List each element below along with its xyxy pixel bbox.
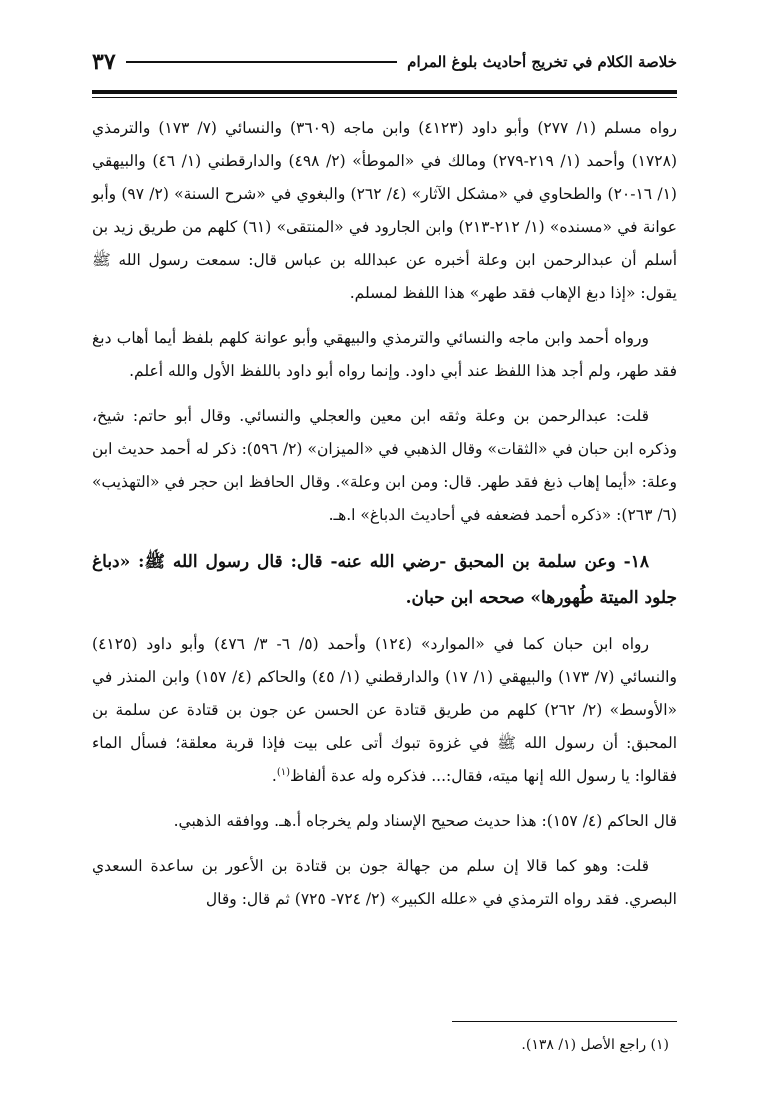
footnote: (١) راجع الأصل (١/ ١٣٨). [521, 1037, 669, 1053]
page-number: ٣٧ [92, 49, 116, 75]
paragraph-comment-2: قلت: وهو كما قالا إن سلم من جهالة جون بن قتادة بن الأعور بن ساعدة السعدي البصري. فقد رواه الترمذي في «علله الكبير» (٢/ ٧٢٤- ٧٢٥) ثم قال: وقال [92, 857, 677, 908]
paragraph-comment-1: قلت: عبدالرحمن بن وعلة وثقه ابن معين والعجلي والنسائي. وقال أبو حاتم: شيخ، وذكره ابن حبان في «الثقات» وقال الذهبي في «الميزان» (٢/ ٥٩٦): ذكر له أحمد حديث ابن وعلة: «أيما إهاب ذبغ فقد طهر. قال: ومن ابن وعلة». وقال الحافظ ابن حجر في «التهذيب» (٦/ ٢٦٣): «ذكره أحمد فضعفه في أحاديث الدباغ» ا.هـ. [92, 407, 677, 524]
paragraph-takhrij-1: رواه مسلم (١/ ٢٧٧) وأبو داود (٤١٢٣) وابن ماجه (٣٦٠٩) والنسائي (٧/ ١٧٣) والترمذي (١٧٢٨) وأحمد (١/ ٢١٩-٢٧٩) ومالك في «الموطأ» (٢/ ٤٩٨) والدارقطني (١/ ٤٦) والبيهقي (١/ ١٦-٢٠) والطحاوي في «مشكل الآثار» (٤/ ٢٦٢) والبغوي في «شرح السنة» (٢/ ٩٧) وأبو عوانة في «مسنده» (١/ ٢١٢-٢١٣) وابن الجارود في «المنتقى» (٦١) كلهم من طريق زيد بن أسلم أن عبدالرحمن ابن وعلة أخبره عن عبدالله بن عباس قال: سمعت رسول الله ﷺ يقول: «إذا دبغ الإهاب فقد طهر» هذا اللفظ لمسلم. [92, 119, 677, 302]
header-line [126, 61, 398, 63]
header-rule-thin [92, 97, 677, 98]
takhrij-3-text: رواه ابن حبان كما في «الموارد» (١٢٤) وأحمد (٥/ ٦- ٣/ ٤٧٦) وأبو داود (٤١٢٥) والنسائي (٧/ ١٧٣) والبيهقي (١/ ١٧) والدارقطني (١/ ٤٥) والحاكم (٤/ ١٥٧) وابن المنذر في «الأوسط» (٢/ ٢٦٢) كلهم من طريق قتادة عن الحسن عن جون بن قتادة عن سلمة بن المحبق: أن رسول الله ﷺ في غزوة تبوك أتى على بيت فإذا قربة معلقة؛ فسأل الماء فقالوا: يا رسول الله إنها ميته، فقال:... فذكره وله عدة ألفاظ [92, 635, 677, 785]
hadith-text: ١٨- وعن سلمة بن المحبق -رضي الله عنه- قال: قال رسول الله ﷺ: «دباغ جلود الميتة طُهورها» صححه ابن حبان. [92, 552, 677, 608]
header-rule-thick [92, 90, 677, 94]
paragraph-takhrij-2: ورواه أحمد وابن ماجه والنسائي والترمذي والبيهقي وأبو عوانة كلهم بلفظ أيما أهاب دبغ فقد طهر، ولم أجد هذا اللفظ عند أبي داود. وإنما رواه أبو داود باللفظ الأول والله أعلم. [92, 329, 677, 380]
page-body [92, 112, 677, 928]
running-title: خلاصة الكلام في تخريج أحاديث بلوغ المرام [407, 53, 677, 71]
footnote-rule [452, 1021, 677, 1022]
running-header [92, 42, 677, 82]
footnote-marker: (١) [276, 766, 290, 778]
paragraph-hakim: قال الحاكم (٤/ ١٥٧): هذا حديث صحيح الإسناد ولم يخرجاه أ.هـ. ووافقه الذهبي. [173, 812, 677, 830]
paragraph-takhrij-3: رواه ابن حبان كما في «الموارد» (١٢٤) وأحمد (٥/ ٦- ٣/ ٤٧٦) وأبو داود (٤١٢٥) والنسائي (٧/ ١٧٣) والبيهقي (١/ ١٧) والدارقطني (١/ ٤٥) والحاكم (٤/ ١٥٧) وابن المنذر في «الأوسط» (٢/ ٢٦٢) كلهم من طريق قتادة عن الحسن عن جون بن قتادة عن سلمة بن المحبق: أن رسول الله ﷺ في غزوة تبوك أتى على بيت فإذا قربة معلقة؛ فسأل الماء فقالوا: يا رسول الله إنها ميته، فقال:... فذكره وله عدة ألفاظ$^{(١)}$. [92, 635, 677, 785]
